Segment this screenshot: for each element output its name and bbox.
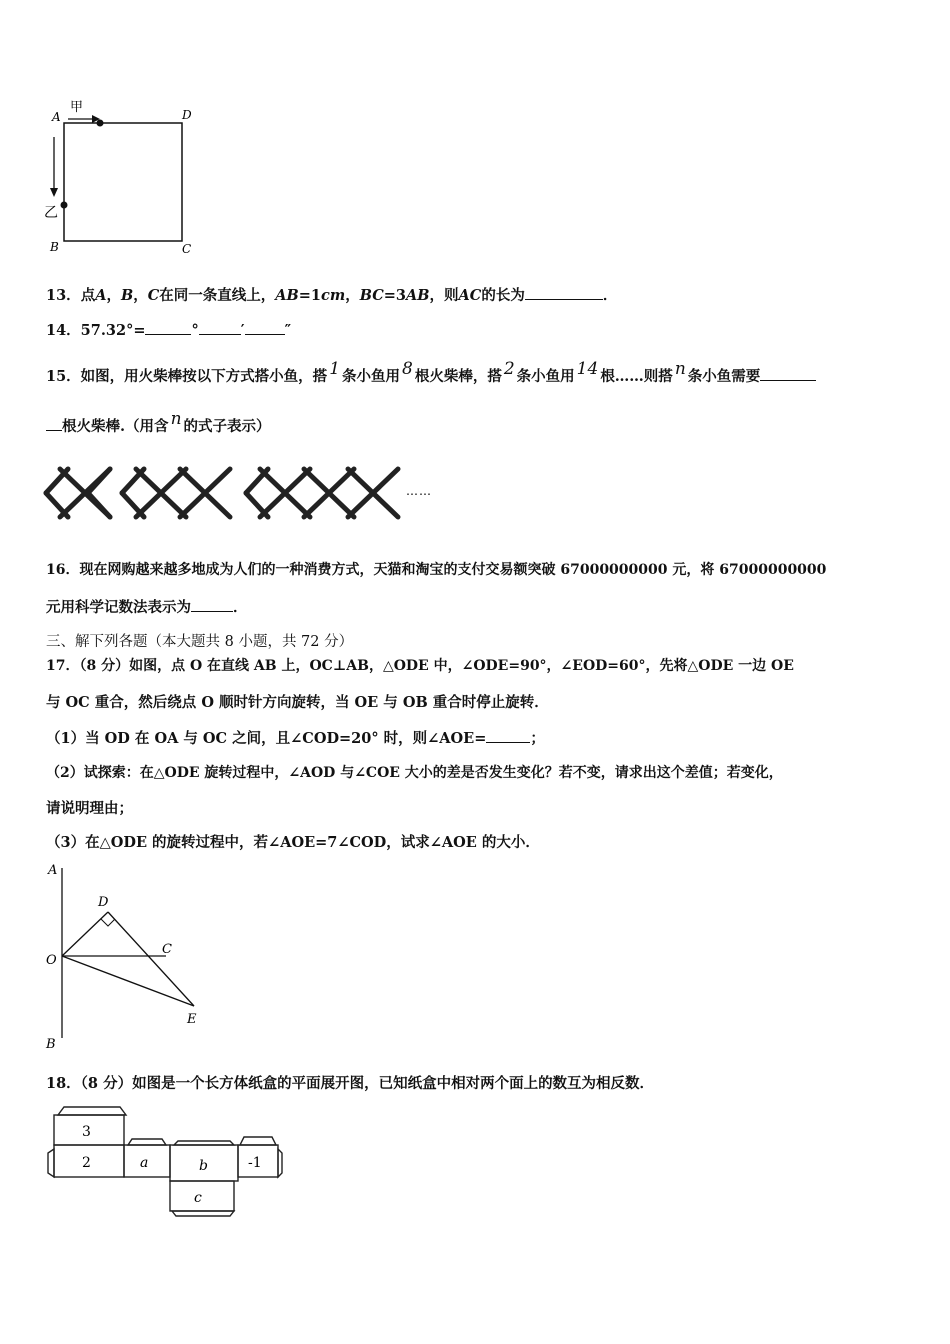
label-a: A — [48, 863, 58, 878]
fish-3 — [246, 469, 398, 517]
right-angle-mark — [101, 919, 115, 926]
tab-neg1-top — [240, 1137, 276, 1145]
face-c — [170, 1181, 234, 1211]
tab-left — [48, 1149, 54, 1177]
answer-blank-14-min[interactable] — [199, 320, 241, 335]
question-17-line2: 与 OC 重合，然后绕点 O 顺时针方向旋转，当 OE 与 OB 重合时停止旋转． — [46, 694, 549, 711]
fish-1 — [46, 469, 110, 517]
question-17-part2-line2: 请说明理由； — [46, 800, 133, 817]
label-d: D — [98, 895, 109, 910]
answer-blank-16[interactable] — [191, 597, 233, 612]
answer-blank-15a[interactable] — [760, 366, 816, 381]
square-abcd — [64, 123, 182, 241]
answer-blank-15b[interactable] — [46, 416, 62, 431]
segment-od — [62, 912, 108, 956]
fish-pattern-figure — [40, 455, 460, 535]
face-a-label: a — [140, 1155, 149, 1171]
face-c-label: c — [194, 1190, 202, 1206]
face-3-label: 3 — [82, 1124, 91, 1140]
question-14: 14．57.32°= ° ′ ″ — [46, 322, 292, 339]
section-3-heading: 三、解下列各题（本大题共 8 小题，共 72 分） — [46, 634, 354, 650]
question-16-line1: 16．现在网购越来越多地成为人们的一种消费方式，天猫和淘宝的支付交易额突破 67000000000 元，将 67000000000 — [46, 562, 827, 578]
tab-top — [58, 1107, 126, 1115]
label-e: E — [187, 1012, 197, 1027]
box-net-figure — [44, 1103, 289, 1219]
tab-c-bottom — [172, 1211, 234, 1216]
question-13: 13．点A，B，C在同一条直线上，AB=1cm，BC=3AB，则AC的长为 ． — [46, 287, 618, 304]
question-15-line1: 15．如图，用火柴棒按以下方式搭小鱼，搭 1 条小鱼用 8 根火柴棒，搭 2 条小鱼用 14 根……则搭 n 条小鱼需要 — [46, 366, 816, 387]
label-o: O — [46, 953, 57, 968]
answer-blank-17[interactable] — [486, 728, 530, 743]
label-c: C — [162, 942, 172, 957]
segment-oe — [62, 956, 194, 1006]
fish-ellipsis: …… — [406, 484, 432, 498]
question-17-part2-line1: （2）试探索：在△ODE 旋转过程中，∠AOD 与∠COE 大小的差是否发生变化？若不变，请求出这个差值；若变化， — [46, 765, 783, 781]
question-17-part1: （1）当 OD 在 OA 与 OC 之间，且∠COD=20° 时，则∠AOE= ； — [46, 730, 545, 747]
face-2-label: 2 — [82, 1155, 91, 1171]
label-yi: 乙 — [44, 205, 58, 221]
question-18: 18．（8 分）如图是一个长方体纸盒的平面展开图，已知纸盒中相对两个面上的数互为相反数． — [46, 1075, 655, 1092]
segment-de — [108, 912, 194, 1006]
question-15-line2: 根火柴棒.（用含 n 的式子表示） — [46, 416, 271, 437]
answer-blank-14-deg[interactable] — [145, 320, 191, 335]
tab-a-top — [128, 1139, 166, 1145]
point-yi — [61, 202, 68, 209]
face-b-label: b — [199, 1158, 208, 1174]
label-b: B — [50, 240, 59, 254]
label-c: C — [182, 242, 192, 256]
square-figure — [40, 95, 210, 260]
tab-b-top — [174, 1141, 234, 1145]
point-jia — [97, 120, 104, 127]
arrow-down-head — [50, 188, 58, 197]
label-a: A — [52, 110, 61, 124]
answer-blank-13[interactable] — [525, 285, 603, 300]
answer-blank-14-sec[interactable] — [245, 320, 285, 335]
face-neg1-label: -1 — [248, 1155, 262, 1171]
question-16-line2: 元用科学记数法表示为 ． — [46, 599, 248, 616]
label-b: B — [46, 1037, 56, 1052]
tab-neg1-right — [278, 1149, 282, 1177]
question-17-line1: 17．（8 分）如图，点 O 在直线 AB 上，OC⊥AB，△ODE 中，∠ODE=90°，∠EOD=60°，先将△ODE 一边 OE — [46, 658, 794, 674]
rotation-figure — [40, 860, 220, 1055]
label-jia: 甲 — [70, 100, 84, 115]
fish-2 — [122, 469, 230, 517]
question-17-part3: （3）在△ODE 的旋转过程中，若∠AOE=7∠COD，试求∠AOE 的大小． — [46, 834, 540, 851]
label-d: D — [182, 108, 192, 122]
